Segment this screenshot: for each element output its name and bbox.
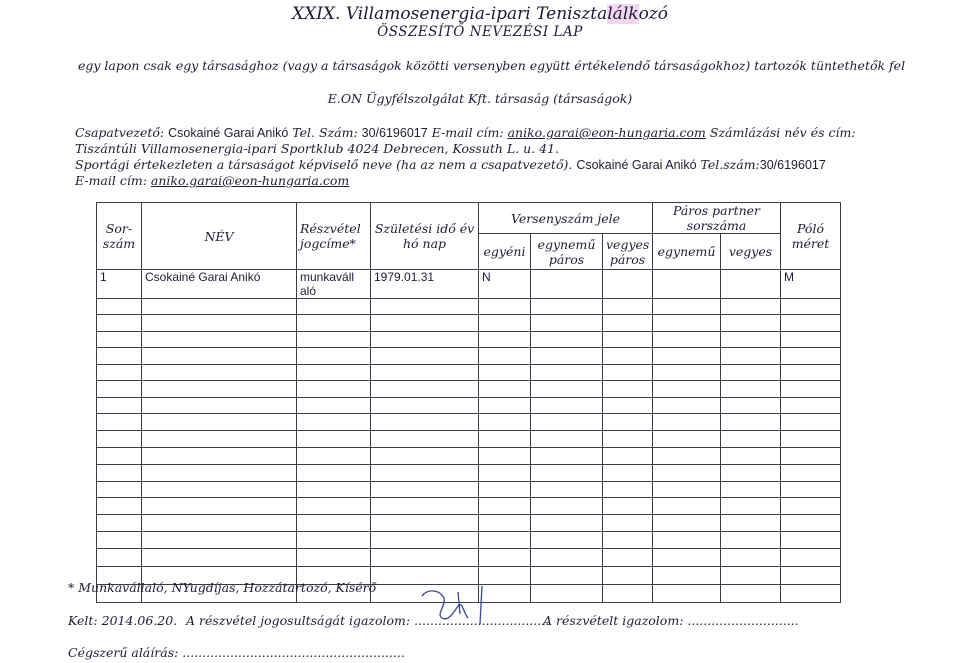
empty-cell[interactable] [142, 498, 297, 515]
empty-cell[interactable] [297, 365, 371, 381]
empty-cell[interactable] [653, 482, 721, 498]
empty-cell[interactable] [603, 549, 653, 567]
empty-cell[interactable] [479, 414, 531, 431]
empty-cell[interactable] [603, 515, 653, 532]
empty-cell[interactable] [371, 448, 479, 465]
empty-cell[interactable] [297, 482, 371, 498]
empty-cell[interactable] [781, 332, 841, 348]
representative-line [75, 157, 826, 172]
empty-cell[interactable] [721, 315, 781, 332]
col-paros-partner: Páros partner sorszáma [653, 203, 781, 234]
empty-cell[interactable] [371, 315, 479, 332]
empty-cell[interactable] [371, 398, 479, 414]
empty-cell[interactable] [142, 398, 297, 414]
empty-cell[interactable] [781, 549, 841, 567]
empty-cell[interactable] [297, 315, 371, 332]
empty-cell[interactable] [479, 465, 531, 482]
empty-cell[interactable] [531, 414, 603, 431]
empty-cell[interactable] [297, 465, 371, 482]
empty-cell[interactable] [97, 515, 142, 532]
empty-cell[interactable] [603, 532, 653, 549]
rep-label: Sportági értekezleten a társaságot képviselő neve (ha az nem a csapatvezető). [75, 157, 573, 172]
empty-cell[interactable] [721, 549, 781, 567]
col-szuletesi: Születési idő év hó nap [371, 203, 479, 270]
empty-cell[interactable] [653, 498, 721, 515]
rep-phone-label: Tel.szám: [700, 157, 760, 172]
company-name: E.ON Ügyfélszolgálat Kft. társaság (társaságok) [327, 91, 633, 106]
empty-cell[interactable] [97, 431, 142, 448]
empty-cell[interactable] [781, 365, 841, 381]
empty-cell[interactable] [371, 482, 479, 498]
col-vegyes-paros: vegyes páros [603, 234, 653, 270]
col-egyeni: egyéni [479, 234, 531, 270]
empty-cell[interactable] [781, 567, 841, 585]
rep-email-line [75, 173, 349, 188]
empty-cell[interactable] [603, 332, 653, 348]
empty-table-row [97, 315, 841, 332]
rep-phone: 30/6196017 [759, 158, 826, 172]
email-link[interactable]: aniko.garai@eon-hungaria.com [507, 125, 706, 140]
empty-cell[interactable] [721, 398, 781, 414]
empty-cell[interactable] [721, 465, 781, 482]
empty-cell[interactable] [721, 431, 781, 448]
col-pp-vegyes: vegyes [721, 234, 781, 270]
empty-cell[interactable] [531, 332, 603, 348]
empty-cell[interactable] [781, 398, 841, 414]
empty-cell[interactable] [603, 448, 653, 465]
empty-table-row [97, 365, 841, 381]
form-title: XXIX. Villamosenergia-ipari Tenisztalálkozó [291, 4, 668, 24]
empty-cell[interactable] [371, 414, 479, 431]
empty-table-row [97, 431, 841, 448]
empty-table-row [97, 465, 841, 482]
empty-cell[interactable] [721, 482, 781, 498]
empty-cell[interactable] [479, 299, 531, 315]
empty-cell[interactable] [781, 482, 841, 498]
empty-cell[interactable] [721, 515, 781, 532]
empty-cell[interactable] [142, 299, 297, 315]
empty-cell[interactable] [142, 549, 297, 567]
empty-cell[interactable] [653, 299, 721, 315]
empty-table-row [97, 414, 841, 431]
cell-egynemu[interactable] [531, 270, 603, 299]
empty-cell[interactable] [97, 299, 142, 315]
cell-vegyes[interactable] [603, 270, 653, 299]
empty-cell[interactable] [479, 332, 531, 348]
cell-nev[interactable]: Csokainé Garai Anikó [142, 270, 297, 299]
empty-cell[interactable] [371, 515, 479, 532]
col-polo: Póló méret [781, 203, 841, 270]
col-versenyszam: Versenyszám jele [479, 203, 653, 234]
empty-cell[interactable] [653, 332, 721, 348]
empty-table-row [97, 482, 841, 498]
table-row [97, 270, 841, 299]
cell-sorszam[interactable]: 1 [97, 270, 142, 299]
empty-cell[interactable] [781, 498, 841, 515]
signature-mark-icon [418, 584, 498, 634]
empty-cell[interactable] [479, 365, 531, 381]
empty-cell[interactable] [297, 448, 371, 465]
empty-cell[interactable] [781, 585, 841, 603]
empty-cell[interactable] [531, 567, 603, 585]
empty-cell[interactable] [297, 299, 371, 315]
leader-label: Csapatvezető: [75, 125, 165, 140]
empty-cell[interactable] [97, 332, 142, 348]
empty-cell[interactable] [97, 465, 142, 482]
empty-cell[interactable] [603, 465, 653, 482]
empty-cell[interactable] [721, 585, 781, 603]
empty-cell[interactable] [297, 549, 371, 567]
kelt-date: 2014.06.20. [101, 613, 178, 628]
empty-cell[interactable] [653, 431, 721, 448]
empty-cell[interactable] [653, 365, 721, 381]
empty-table-row [97, 515, 841, 532]
empty-cell[interactable] [603, 398, 653, 414]
empty-cell[interactable] [603, 585, 653, 603]
form-subtitle: ÖSSZESÍTŐ NEVEZÉSI LAP [377, 24, 583, 40]
empty-cell[interactable] [142, 315, 297, 332]
leader-line [75, 125, 856, 140]
empty-cell[interactable] [531, 431, 603, 448]
empty-cell[interactable] [653, 549, 721, 567]
empty-cell[interactable] [371, 498, 479, 515]
empty-cell[interactable] [142, 465, 297, 482]
billing-value: Tiszántúli Villamosenergia-ipari Sportklub 4024 Debrecen, Kossuth L. u. 41. [75, 141, 560, 156]
col-nev: NÉV [142, 203, 297, 270]
empty-cell[interactable] [479, 381, 531, 398]
empty-cell[interactable] [97, 448, 142, 465]
empty-cell[interactable] [297, 332, 371, 348]
empty-cell[interactable] [479, 532, 531, 549]
empty-cell[interactable] [371, 567, 479, 585]
empty-cell[interactable] [531, 532, 603, 549]
empty-cell[interactable] [297, 414, 371, 431]
empty-cell[interactable] [97, 365, 142, 381]
registration-table [96, 202, 841, 603]
footnote: * Munkavállaló, NYugdíjas, Hozzátartozó, Kísérő [68, 580, 377, 595]
kelt-label: Kelt: [68, 613, 98, 628]
empty-cell[interactable] [142, 365, 297, 381]
empty-cell[interactable] [142, 482, 297, 498]
empty-cell[interactable] [297, 381, 371, 398]
cell-szuletes[interactable]: 1979.01.31 [371, 270, 479, 299]
empty-cell[interactable] [721, 348, 781, 365]
empty-cell[interactable] [781, 348, 841, 365]
empty-cell[interactable] [531, 398, 603, 414]
rep-email-label: E-mail cím: [75, 173, 147, 188]
empty-cell[interactable] [531, 498, 603, 515]
empty-cell[interactable] [479, 498, 531, 515]
empty-cell[interactable] [97, 381, 142, 398]
empty-cell[interactable] [142, 431, 297, 448]
empty-cell[interactable] [603, 381, 653, 398]
rep-email-link[interactable]: aniko.garai@eon-hungaria.com [150, 173, 350, 188]
empty-cell[interactable] [371, 348, 479, 365]
empty-cell[interactable] [781, 465, 841, 482]
empty-cell[interactable] [781, 515, 841, 532]
empty-cell[interactable] [142, 515, 297, 532]
empty-cell[interactable] [781, 448, 841, 465]
empty-cell[interactable] [603, 299, 653, 315]
empty-table-row [97, 549, 841, 567]
empty-cell[interactable] [721, 365, 781, 381]
empty-cell[interactable] [603, 567, 653, 585]
empty-cell[interactable] [603, 315, 653, 332]
empty-cell[interactable] [531, 365, 603, 381]
jogosult-signature-line[interactable]: A részvétel jogosultságát igazolom: .................................. [186, 613, 550, 628]
reszvetel-signature-line[interactable]: A részvételt igazolom: ............................ [543, 613, 799, 628]
empty-cell[interactable] [297, 515, 371, 532]
empty-cell[interactable] [479, 398, 531, 414]
empty-cell[interactable] [371, 431, 479, 448]
empty-table-row [97, 299, 841, 315]
empty-cell[interactable] [603, 498, 653, 515]
empty-cell[interactable] [721, 532, 781, 549]
empty-cell[interactable] [653, 448, 721, 465]
kelt-line [68, 613, 177, 628]
col-egynemu-paros: egynemű páros [531, 234, 603, 270]
empty-cell[interactable] [97, 532, 142, 549]
empty-cell[interactable] [603, 482, 653, 498]
phone-label: Tel. Szám: [292, 125, 358, 140]
empty-cell[interactable] [721, 448, 781, 465]
empty-cell[interactable] [297, 348, 371, 365]
empty-cell[interactable] [297, 398, 371, 414]
empty-table-row [97, 448, 841, 465]
leader-name: Csokainé Garai Anikó [168, 126, 289, 140]
empty-cell[interactable] [653, 381, 721, 398]
empty-cell[interactable] [479, 448, 531, 465]
empty-cell[interactable] [297, 431, 371, 448]
empty-cell[interactable] [531, 448, 603, 465]
empty-cell[interactable] [97, 398, 142, 414]
empty-cell[interactable] [721, 299, 781, 315]
cell-polo[interactable]: M [781, 270, 841, 299]
empty-cell[interactable] [653, 398, 721, 414]
empty-cell[interactable] [479, 315, 531, 332]
empty-cell[interactable] [479, 348, 531, 365]
header-row-1 [97, 203, 841, 234]
empty-cell[interactable] [479, 567, 531, 585]
empty-cell[interactable] [721, 381, 781, 398]
col-sorszam: Sor-szám [97, 203, 142, 270]
empty-cell[interactable] [781, 381, 841, 398]
empty-cell[interactable] [142, 532, 297, 549]
empty-table-row [97, 398, 841, 414]
empty-cell[interactable] [142, 381, 297, 398]
empty-cell[interactable] [97, 482, 142, 498]
empty-cell[interactable] [721, 498, 781, 515]
cegszeru-signature-line[interactable]: Cégszerű aláírás: ........................................................ [68, 645, 405, 660]
empty-table-row [97, 348, 841, 365]
empty-cell[interactable] [653, 414, 721, 431]
empty-cell[interactable] [531, 348, 603, 365]
empty-cell[interactable] [297, 532, 371, 549]
empty-cell[interactable] [781, 299, 841, 315]
empty-cell[interactable] [531, 482, 603, 498]
empty-cell[interactable] [142, 348, 297, 365]
empty-cell[interactable] [781, 414, 841, 431]
empty-table-row [97, 532, 841, 549]
empty-cell[interactable] [479, 482, 531, 498]
empty-cell[interactable] [531, 315, 603, 332]
empty-cell[interactable] [97, 315, 142, 332]
col-pp-egynemu: egynemű [653, 234, 721, 270]
empty-cell[interactable] [371, 299, 479, 315]
email-label: E-mail cím: [431, 125, 504, 140]
empty-cell[interactable] [142, 332, 297, 348]
empty-table-row [97, 498, 841, 515]
empty-cell[interactable] [603, 365, 653, 381]
empty-cell[interactable] [371, 532, 479, 549]
empty-cell[interactable] [371, 381, 479, 398]
empty-cell[interactable] [653, 532, 721, 549]
instruction-text: egy lapon csak egy társasághoz (vagy a társaságok közötti versenyben együtt értékelendő társaságokhoz) tartozók tüntethetők fel [78, 58, 906, 73]
empty-cell[interactable] [653, 567, 721, 585]
empty-cell[interactable] [297, 498, 371, 515]
rep-name: Csokainé Garai Anikó [576, 158, 697, 172]
empty-cell[interactable] [97, 498, 142, 515]
empty-cell[interactable] [531, 299, 603, 315]
empty-cell[interactable] [653, 465, 721, 482]
cell-pp-vegyes[interactable] [721, 270, 781, 299]
empty-cell[interactable] [371, 365, 479, 381]
cell-jogcim[interactable]: munkaváll aló [297, 270, 371, 299]
empty-cell[interactable] [653, 315, 721, 332]
empty-cell[interactable] [653, 585, 721, 603]
empty-cell[interactable] [603, 348, 653, 365]
empty-cell[interactable] [531, 515, 603, 532]
empty-cell[interactable] [531, 465, 603, 482]
empty-cell[interactable] [371, 549, 479, 567]
empty-cell[interactable] [371, 332, 479, 348]
empty-cell[interactable] [781, 532, 841, 549]
empty-cell[interactable] [781, 315, 841, 332]
cell-egyeni[interactable]: N [479, 270, 531, 299]
empty-table-row [97, 381, 841, 398]
empty-cell[interactable] [531, 549, 603, 567]
empty-cell[interactable] [371, 465, 479, 482]
empty-cell[interactable] [479, 549, 531, 567]
empty-table-row [97, 332, 841, 348]
empty-cell[interactable] [97, 414, 142, 431]
billing-label: Számlázási név és cím: [709, 125, 856, 140]
empty-cell[interactable] [653, 348, 721, 365]
empty-cell[interactable] [531, 585, 603, 603]
empty-cell[interactable] [479, 515, 531, 532]
empty-cell[interactable] [97, 348, 142, 365]
empty-cell[interactable] [721, 567, 781, 585]
empty-cell[interactable] [653, 515, 721, 532]
empty-cell[interactable] [781, 431, 841, 448]
empty-cell[interactable] [97, 549, 142, 567]
empty-cell[interactable] [603, 414, 653, 431]
empty-cell[interactable] [531, 381, 603, 398]
cell-pp-egynemu[interactable] [653, 270, 721, 299]
col-reszvetel: Részvétel jogcíme* [297, 203, 371, 270]
empty-cell[interactable] [603, 431, 653, 448]
empty-cell[interactable] [721, 414, 781, 431]
empty-cell[interactable] [479, 431, 531, 448]
empty-cell[interactable] [142, 448, 297, 465]
empty-cell[interactable] [142, 414, 297, 431]
phone-number: 30/6196017 [361, 126, 428, 140]
empty-cell[interactable] [721, 332, 781, 348]
